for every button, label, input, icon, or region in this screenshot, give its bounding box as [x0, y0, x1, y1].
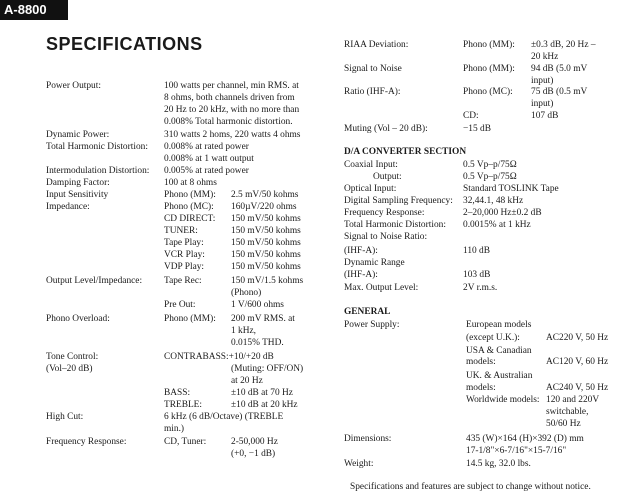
da-value: 0.5 Vp–p/75Ω [463, 172, 517, 182]
power-output-line-3: 20 Hz to 20 kHz, with no more than [164, 105, 300, 115]
contrabass-muting: (Muting: OFF/ON) [231, 364, 304, 374]
freq-response-label: Frequency Response: [46, 437, 127, 447]
page-title: SPECIFICATIONS [46, 34, 203, 54]
snr-sub: Phono (MC): [463, 87, 513, 97]
high-cut-label: High Cut: [46, 412, 84, 422]
output-sub-label: Pre Out: [164, 300, 196, 310]
power-output-line-2: 8 ohms, both channels driven from [164, 93, 295, 103]
phono-overload-value-1: 200 mV RMS. at [231, 314, 295, 324]
input-sub-value: 150 mV/50 kohms [231, 238, 301, 248]
input-sub-value: 150 mV/50 kohms [231, 226, 301, 236]
input-sens-label: Input Sensitivity [46, 190, 109, 200]
riaa-sub: Phono (MM): [463, 40, 515, 50]
da-label: Dynamic Range [344, 258, 405, 268]
da-label: Frequency Response: [344, 208, 425, 218]
riaa-value-2: 20 kHz [531, 52, 559, 62]
power-supply-label: Power Supply: [344, 320, 400, 330]
da-value: Standard TOSLINK Tape [463, 184, 559, 194]
da-label: Total Harmonic Distortion: [344, 220, 446, 230]
input-sub-label: VDP Play: [164, 262, 205, 272]
da-value: 0.5 Vp–p/75Ω [463, 160, 517, 170]
da-label: (IHF-A): [344, 246, 378, 256]
input-sub-value: 2.5 mV/50 kohms [231, 190, 299, 200]
power-output-label: Power Output: [46, 81, 101, 91]
muting-value: −15 dB [463, 124, 491, 134]
bass-label: BASS: [164, 388, 191, 398]
region-label: (except U.K.): [466, 333, 520, 343]
treble-label: TREBLE: [164, 400, 203, 410]
damping-value: 100 at 8 ohms [164, 178, 217, 188]
footnote: Specifications and features are subject to change without notice. [350, 482, 591, 492]
dynamic-power-label: Dynamic Power: [46, 130, 110, 140]
riaa-label: RIAA Deviation: [344, 40, 409, 50]
input-sub-value: 150 mV/50 kohms [231, 250, 301, 260]
imd-value: 0.005% at rated power [164, 166, 249, 176]
output-sub-value-2: (Phono) [231, 288, 262, 298]
weight-value: 14.5 kg, 32.0 lbs. [466, 459, 531, 469]
da-label: Digital Sampling Frequency: [344, 196, 453, 206]
contrabass-freq: at 20 Hz [231, 376, 263, 386]
dynamic-power-value: 310 watts 2 homs, 220 watts 4 ohms [164, 130, 301, 140]
output-level-label: Output Level/Impedance: [46, 276, 143, 286]
input-sub-label: TUNER: [164, 226, 198, 236]
power-output-line-1: 100 watts per channel, min RMS. at [164, 81, 299, 91]
snr-label: Signal to Noise [344, 64, 402, 74]
freq-response-sub: CD, Tuner: [164, 437, 207, 447]
region-label: Worldwide models: [466, 395, 540, 405]
phono-overload-value-2: 1 kHz, [231, 326, 256, 336]
dimensions-metric: 435 (W)×164 (H)×392 (D) mm [466, 434, 584, 444]
da-label: Optical Input: [344, 184, 397, 194]
treble-value: ±10 dB at 20 kHz [231, 400, 298, 410]
muting-label: Muting (Vol – 20 dB): [344, 124, 428, 134]
weight-label: Weight: [344, 459, 374, 469]
region-voltage: AC240 V, 50 Hz [546, 383, 609, 393]
model-tag: A-8800 [0, 0, 68, 20]
tone-control-label: Tone Control: [46, 352, 99, 362]
da-label: (IHF-A): [344, 270, 378, 280]
contrabass-value: CONTRABASS:+10/+20 dB [164, 352, 274, 362]
region-voltage: AC120 V, 60 Hz [546, 357, 609, 367]
region-label: USA & Canadian [466, 346, 532, 356]
tone-control-label-2: (Vol–20 dB) [46, 364, 93, 374]
da-value: 2–20,000 Hz±0.2 dB [463, 208, 542, 218]
bass-value: ±10 dB at 70 Hz [231, 388, 293, 398]
region-label: models: [466, 357, 496, 367]
thd-value-1: 0.008% at rated power [164, 142, 249, 152]
damping-label: Damping Factor: [46, 178, 110, 188]
da-value: 32,44.1, 48 kHz [463, 196, 524, 206]
high-cut-value-2: min.) [164, 424, 185, 434]
freq-response-tolerance: (+0, −1 dB) [231, 449, 276, 459]
riaa-value: ±0.3 dB, 20 Hz – [531, 40, 596, 50]
region-voltage-2: switchable, [546, 407, 589, 417]
snr-sub: CD: [463, 111, 479, 121]
da-label: Signal to Noise Ratio: [344, 232, 428, 242]
region-label: models: [466, 383, 496, 393]
phono-overload-value-3: 0.015% THD. [231, 338, 284, 348]
freq-response-value: 2-50,000 Hz [231, 437, 278, 447]
snr-value-2: input) [531, 99, 554, 109]
region-voltage: 120 and 220V [546, 395, 600, 405]
region-label: European models [466, 320, 532, 330]
input-sub-label: Tape Play: [164, 238, 204, 248]
phono-overload-sub: Phono (MM): [164, 314, 216, 324]
snr-value: 94 dB (5.0 mV [531, 64, 588, 74]
region-label: UK. & Australian [466, 371, 533, 381]
thd-value-2: 0.008% at 1 watt output [164, 154, 254, 164]
snr-label-2: Ratio (IHF-A): [344, 87, 401, 97]
thd-label: Total Harmonic Distortion: [46, 142, 148, 152]
output-sub-value: 150 mV/1.5 kohms [231, 276, 304, 286]
snr-sub: Phono (MM): [463, 64, 515, 74]
snr-value: 75 dB (0.5 mV [531, 87, 588, 97]
da-value: 110 dB [463, 246, 490, 256]
input-sub-label: Phono (MC): [164, 202, 214, 212]
snr-value: 107 dB [531, 111, 559, 121]
power-output-line-4: 0.008% Total harmonic distortion. [164, 117, 293, 127]
output-sub-value: 1 V/600 ohms [231, 300, 284, 310]
imd-label: Intermodulation Distortion: [46, 166, 150, 176]
input-sens-label-2: Impedance: [46, 202, 90, 212]
da-label: Output: [373, 172, 402, 182]
da-value: 2V r.m.s. [463, 283, 498, 293]
dimensions-label: Dimensions: [344, 434, 392, 444]
da-label: Coaxial Input: [344, 160, 398, 170]
region-voltage: AC220 V, 50 Hz [546, 333, 609, 343]
dimensions-imperial: 17-1/8"×6-7/16"×15-7/16" [466, 446, 567, 456]
input-sub-label: VCR Play: [164, 250, 205, 260]
high-cut-value: 6 kHz (6 dB/Octave) (TREBLE [164, 412, 284, 422]
da-section-header: D/A CONVERTER SECTION [344, 147, 467, 157]
region-voltage-3: 50/60 Hz [546, 419, 581, 429]
output-sub-label: Tape Rec: [164, 276, 202, 286]
general-section-header: GENERAL [344, 307, 391, 317]
input-sub-value: 150 mV/50 kohms [231, 214, 301, 224]
input-sub-value: 150 mV/50 kohms [231, 262, 301, 272]
input-sub-value: 160µV/220 ohms [231, 202, 297, 212]
da-label: Max. Output Level: [344, 283, 419, 293]
input-sub-label: CD DIRECT: [164, 214, 216, 224]
snr-value-2: input) [531, 76, 554, 86]
phono-overload-label: Phono Overload: [46, 314, 110, 324]
da-value: 0.0015% at 1 kHz [463, 220, 531, 230]
input-sub-label: Phono (MM): [164, 190, 216, 200]
da-value: 103 dB [463, 270, 491, 280]
